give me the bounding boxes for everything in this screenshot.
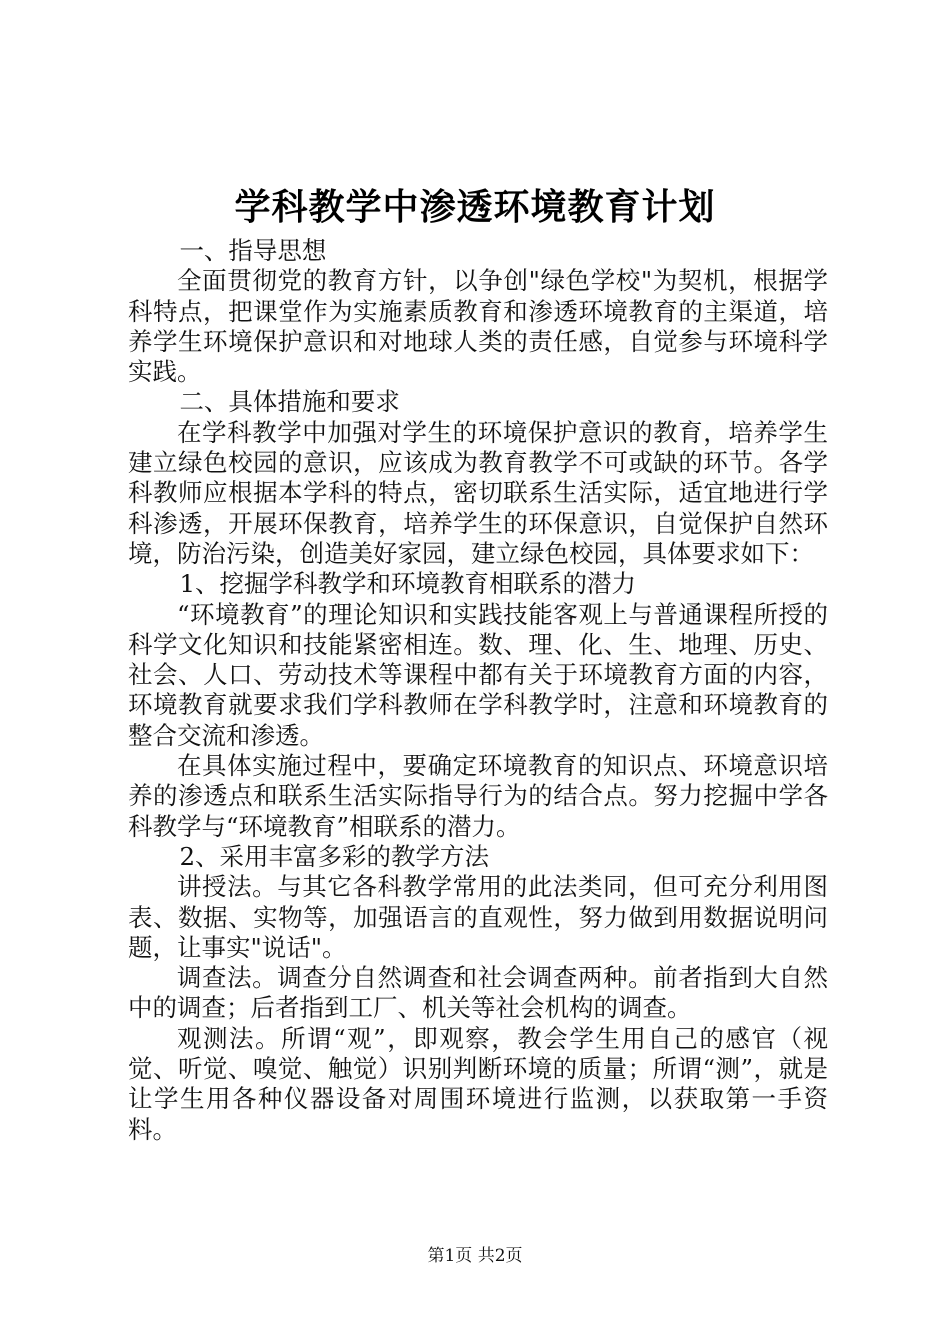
- subsection-heading: 2、采用丰富多彩的教学方法: [179, 841, 490, 871]
- paragraph: 全面贯彻党的教育方针，以争创"绿色学校"为契机，根据学科特点，把课堂作为实施素质教育和渗透环境教育的主渠道，培养学生环境保护意识和对地球人类的责任感，自觉参与环境科学实践。: [128, 266, 828, 387]
- paragraph: 调查法。调查分自然调查和社会调查两种。前者指到大自然中的调查；后者指到工厂、机关等社会机构的调查。: [128, 963, 828, 1023]
- paragraph: 在学科教学中加强对学生的环境保护意识的教育，培养学生建立绿色校园的意识，应该成为教育教学不可或缺的环节。各学科教师应根据本学科的特点，密切联系生活实际，适宜地进行学科渗透，开展环保教育，培养学生的环保意识，自觉保护自然环境，防治污染，创造美好家园，建立绿色校园，具体要求如下：: [128, 417, 828, 568]
- section-heading: 一、指导思想: [179, 236, 327, 265]
- paragraph: 讲授法。与其它各科教学常用的此法类同，但可充分利用图表、数据、实物等，加强语言的直观性，努力做到用数据说明问题，让事实"说话"。: [128, 872, 828, 962]
- paragraph: 在具体实施过程中，要确定环境教育的知识点、环境意识培养的渗透点和联系生活实际指导行为的结合点。努力挖掘中学各科教学与“环境教育”相联系的潜力。: [128, 751, 828, 841]
- section-heading: 二、具体措施和要求: [179, 387, 400, 417]
- page-footer: 第1页 共2页: [427, 1246, 523, 1266]
- document-body: [128, 236, 828, 1145]
- paragraph: “环境教育”的理论知识和实践技能客观上与普通课程所授的科学文化知识和技能紧密相连。数、理、化、生、地理、历史、社会、人口、劳动技术等课程中都有关于环境教育方面的内容，环境教育就要求我们学科教师在学科教学时，注意和环境教育的整合交流和渗透。: [128, 599, 828, 750]
- paragraph: 观测法。所谓“观”，即观察，教会学生用自己的感官（视觉、听觉、嗅觉、触觉）识别判断环境的质量；所谓“测”，就是让学生用各种仪器设备对周围环境进行监测，以获取第一手资料。: [128, 1023, 828, 1144]
- subsection-heading: 1、挖掘学科教学和环境教育相联系的潜力: [179, 569, 637, 599]
- document-title: 学科教学中渗透环境教育计划: [234, 187, 716, 228]
